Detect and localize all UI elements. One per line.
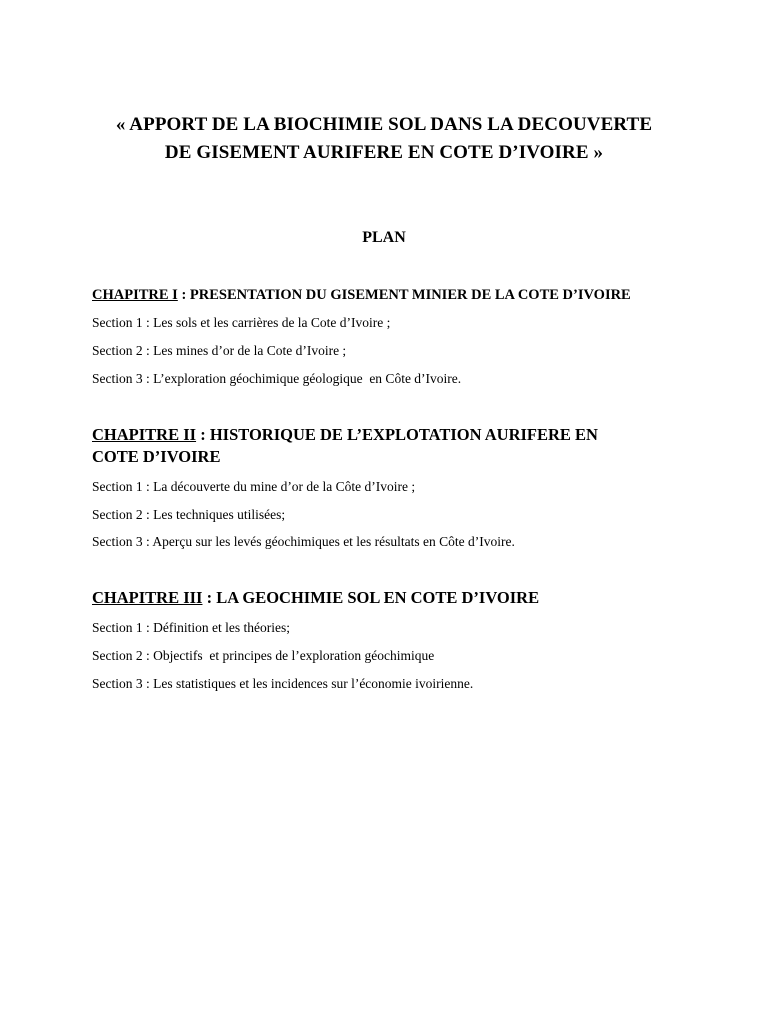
chapter-1-section-2: Section 2 : Les mines d’or de la Cote d’Ivoire ; <box>92 343 347 358</box>
chapter-1-title: PRESENTATION DU GISEMENT MINIER DE LA COTE D’IVOIRE <box>189 287 631 303</box>
chapter-2-separator: : <box>196 425 210 444</box>
chapter-2-section-2: Section 2 : Les techniques utilisées; <box>92 507 286 522</box>
document-title-line-1: « APPORT DE LA BIOCHIMIE SOL DANS LA DECOUVERTE <box>115 114 653 135</box>
chapter-3-heading <box>92 587 692 609</box>
chapter-1-heading <box>92 284 692 306</box>
chapter-1-section-3: Section 3 : L’exploration géochimique géologique en Côte d’Ivoire. <box>92 371 462 386</box>
chapter-2-title-line-2: COTE D’IVOIRE <box>92 447 221 466</box>
chapter-2-section-1: Section 1 : La découverte du mine d’or de la Côte d’Ivoire ; <box>92 479 416 494</box>
plan-heading: PLAN <box>362 229 406 246</box>
chapter-1-separator: : <box>177 287 190 303</box>
chapter-3-section-1: Section 1 : Définition et les théories; <box>92 620 290 635</box>
chapter-3-label: CHAPITRE III <box>92 588 203 607</box>
chapter-2-heading <box>92 424 692 468</box>
chapter-3-section-3: Section 3 : Les statistiques et les incidences sur l’économie ivoirienne. <box>92 676 474 691</box>
chapter-2-title: HISTORIQUE DE L’EXPLOTATION AURIFERE EN <box>209 425 598 444</box>
chapter-3-separator: : <box>202 588 217 607</box>
chapter-3-section-2: Section 2 : Objectifs et principes de l’exploration géochimique <box>92 648 435 663</box>
chapter-3-title: LA GEOCHIMIE SOL EN COTE D’IVOIRE <box>216 588 540 607</box>
chapter-1-label: CHAPITRE I <box>92 287 178 303</box>
chapter-2-label: CHAPITRE II <box>92 425 197 444</box>
chapter-1-section-1: Section 1 : Les sols et les carrières de la Cote d’Ivoire ; <box>92 315 391 330</box>
chapter-2-section-3: Section 3 : Aperçu sur les levés géochimiques et les résultats en Côte d’Ivoire. <box>92 534 515 549</box>
document-title-line-2: DE GISEMENT AURIFERE EN COTE D’IVOIRE » <box>164 142 604 163</box>
